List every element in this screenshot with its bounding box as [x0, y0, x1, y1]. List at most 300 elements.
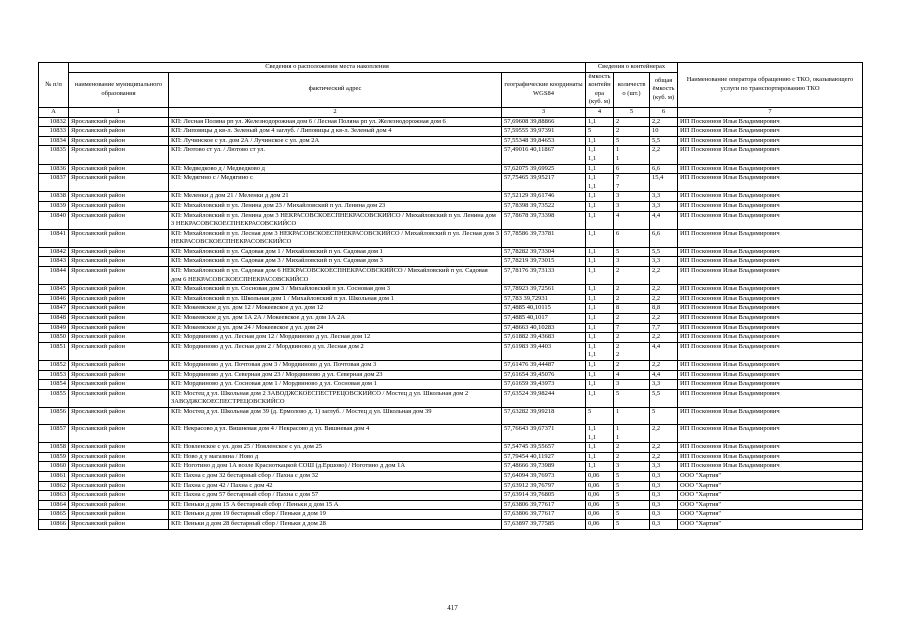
cell-num: 10840	[39, 211, 69, 229]
cell-total: 3,3	[650, 462, 678, 472]
cell-capacity-value: 0,06	[588, 519, 600, 527]
cell-quantity-value: 2	[616, 294, 620, 302]
cell-operator: ООО "Хартия"	[678, 491, 863, 501]
table-row	[39, 164, 863, 174]
cell-num: 10834	[39, 136, 69, 146]
cell-quantity	[614, 424, 650, 442]
cell-capacity	[586, 389, 614, 407]
table-row	[39, 267, 863, 285]
cell-capacity	[586, 117, 614, 127]
cell-num: 10847	[39, 304, 69, 314]
cell-num: 10836	[39, 164, 69, 174]
cell-total: 3,3	[650, 201, 678, 211]
cell-municipality: Ярославский район	[69, 471, 169, 481]
cell-operator: ИП Посконнов Илья Владимирович	[678, 333, 863, 343]
cell-coords: 57,48666 39,73989	[502, 462, 586, 472]
cell-quantity-value: 2	[616, 127, 620, 135]
header-municipality: наименование муниципального образования	[69, 72, 169, 107]
table-row	[39, 519, 863, 529]
cell-capacity-value: 1,1	[588, 361, 597, 368]
cell-operator: ИП Посконнов Илья Владимирович	[678, 304, 863, 314]
cell-total: 0,3	[650, 491, 678, 501]
cell-quantity-value: 2	[616, 452, 620, 460]
cell-operator: ИП Посконнов Илья Владимирович	[678, 257, 863, 267]
cell-num: 10857	[39, 424, 69, 442]
cell-operator: ИП Посконнов Илья Владимирович	[678, 342, 863, 360]
cell-coords: 57,62075 39,69925	[502, 164, 586, 174]
cell-municipality: Ярославский район	[69, 389, 169, 407]
header-operator: Наименование оператора обращению с ТКО, оказывающего услуги по транспортированию ТКО	[678, 63, 863, 108]
cell-num: 10842	[39, 247, 69, 257]
table-row	[39, 389, 863, 407]
cell-capacity-value: 1,1	[588, 174, 597, 182]
cell-total: 3,3	[650, 380, 678, 390]
cell-quantity-value: 1	[616, 146, 620, 154]
cell-capacity	[586, 201, 614, 211]
cell-municipality: Ярославский район	[69, 333, 169, 343]
cell-coords: 57,61882 39,43683	[502, 333, 586, 343]
cell-address: КП: Михайловский п ул. Сосновая дом 3 / Михайловский п ул. Сосновая дом 3	[169, 285, 502, 295]
table-row	[39, 424, 863, 442]
table-row	[39, 491, 863, 501]
cell-num: 10856	[39, 407, 69, 424]
cell-operator: ИП Посконнов Илья Владимирович	[678, 229, 863, 247]
cell-total: 2,2	[650, 333, 678, 343]
cell-num: 10841	[39, 229, 69, 247]
cell-quantity	[614, 323, 650, 333]
cell-quantity	[614, 267, 650, 285]
cell-capacity-value: 0,06	[588, 471, 600, 479]
cell-coords: 57,59555 39,97391	[502, 127, 586, 137]
cell-address: КП: Новленское с ул. дом 25 / Новленское с ул. дом 25	[169, 443, 502, 453]
cell-capacity	[586, 267, 614, 285]
cell-municipality: Ярославский район	[69, 424, 169, 442]
cell-operator: ИП Посконнов Илья Владимирович	[678, 380, 863, 390]
cell-operator: ИП Посконнов Илья Владимирович	[678, 247, 863, 257]
cell-operator: ИП Посконнов Илья Владимирович	[678, 174, 863, 192]
cell-capacity-value: 1,1	[588, 342, 597, 350]
cell-operator: ООО "Хартия"	[678, 510, 863, 520]
cell-quantity-value: 8	[616, 304, 620, 312]
cell-quantity-value: 3	[616, 257, 620, 265]
table-row	[39, 247, 863, 257]
cell-quantity	[614, 361, 650, 371]
cell-quantity	[614, 314, 650, 324]
cell-capacity-value: 1,1	[588, 389, 597, 397]
cell-operator: ИП Посконнов Илья Владимирович	[678, 285, 863, 295]
cell-capacity-value: 1,1	[588, 304, 597, 312]
cell-num: 10832	[39, 117, 69, 127]
colnum: А	[39, 107, 69, 117]
cell-capacity	[586, 481, 614, 491]
cell-quantity-value: 2	[616, 351, 620, 359]
cell-total: 2,2	[650, 267, 678, 285]
cell-address: КП: Мордвиново д ул. Сосновая дом 1 / Мордвиново д ул. Сосновая дом 1	[169, 380, 502, 390]
cell-num: 10864	[39, 500, 69, 510]
cell-operator: ИП Посконнов Илья Владимирович	[678, 146, 863, 164]
cell-capacity-value: 1,1	[588, 117, 597, 125]
cell-capacity	[586, 424, 614, 442]
cell-capacity	[586, 229, 614, 247]
cell-capacity-value: 1,1	[588, 323, 597, 331]
cell-coords: 57,76643 39,67371	[502, 424, 586, 442]
cell-total: 3,3	[650, 192, 678, 202]
cell-address: КП: Пеньки д дом 15 А бестарный сбор / Пеньки д дом 15 А	[169, 500, 502, 510]
cell-coords: 57,61654 39,45076	[502, 370, 586, 380]
table-row	[39, 342, 863, 360]
cell-address: КП: Михайловский п ул. Садовая дом 1 / Михайловский п ул. Садовая дом 1	[169, 247, 502, 257]
cell-capacity	[586, 500, 614, 510]
cell-address: КП: Михайловский п ул. Ленина дом 23 / Михайловский п ул. Ленина дом 23	[169, 201, 502, 211]
cell-municipality: Ярославский район	[69, 304, 169, 314]
cell-coords: 57,4885 40,10115	[502, 304, 586, 314]
table-row	[39, 304, 863, 314]
cell-capacity-value: 1,1	[588, 380, 597, 388]
cell-capacity-value: 5	[588, 127, 592, 135]
table-row	[39, 361, 863, 371]
cell-num: 10866	[39, 519, 69, 529]
cell-municipality: Ярославский район	[69, 481, 169, 491]
cell-total: 2,2	[650, 443, 678, 453]
cell-num: 10852	[39, 361, 69, 371]
cell-quantity	[614, 452, 650, 462]
cell-quantity-value: 5	[616, 136, 620, 144]
cell-total: 8,8	[650, 304, 678, 314]
cell-municipality: Ярославский район	[69, 285, 169, 295]
cell-capacity	[586, 519, 614, 529]
cell-num: 10846	[39, 294, 69, 304]
cell-municipality: Ярославский район	[69, 342, 169, 360]
cell-capacity-value: 1,1	[588, 433, 597, 441]
header-address: фактический адрес	[169, 72, 502, 107]
cell-coords: 57,63897 39,77585	[502, 519, 586, 529]
cell-capacity	[586, 380, 614, 390]
cell-operator: ИП Посконнов Илья Владимирович	[678, 192, 863, 202]
cell-address: КП: Медведково д / Медведково д	[169, 164, 502, 174]
cell-operator: ИП Посконнов Илья Владимирович	[678, 424, 863, 442]
cell-address: КП: Михайловский п ул. Ленина дом 3 НЕКРАСОВСКОЕСПНЕКРАСОВСКИЙСО / Михайловский п ул. Ленина дом 3 НЕКРАСОВСКОЕСПНЕКРАСОВСКИЙСО	[169, 211, 502, 229]
cell-operator: ИП Посконнов Илья Владимирович	[678, 407, 863, 424]
cell-num: 10837	[39, 174, 69, 192]
cell-quantity	[614, 201, 650, 211]
cell-quantity	[614, 304, 650, 314]
cell-num: 10851	[39, 342, 69, 360]
cell-capacity-value: 1,1	[588, 351, 597, 359]
cell-operator: ИП Посконнов Илья Владимирович	[678, 117, 863, 127]
cell-quantity-value: 5	[616, 491, 620, 499]
table-row	[39, 192, 863, 202]
cell-address: КП: Липовицы д кв-л. Зеленый дом 4 заглуб. / Липовицы д кв-л. Зеленый дом 4	[169, 127, 502, 137]
cell-quantity-value: 3	[616, 201, 620, 209]
cell-capacity-value: 1,1	[588, 294, 597, 302]
registry-sheet	[38, 62, 863, 530]
cell-total: 2,2	[650, 146, 678, 164]
cell-address: КП: Михайловский п ул. Лесная дом 3 НЕКРАСОВСКОЕСПНЕКРАСОВСКИЙСО / Михайловский п ул. Лесная дом 3 НЕКРАСОВСКОЕСПНЕКРАСОВСКИЙСО	[169, 229, 502, 247]
cell-coords: 57,78923 39,72561	[502, 285, 586, 295]
table-row	[39, 285, 863, 295]
cell-municipality: Ярославский район	[69, 500, 169, 510]
cell-municipality: Ярославский район	[69, 462, 169, 472]
cell-quantity-value: 1	[616, 424, 620, 432]
cell-quantity-value: 3	[616, 192, 620, 200]
cell-quantity-value: 2	[616, 342, 620, 350]
cell-capacity	[586, 491, 614, 501]
cell-capacity-value: 1,1	[588, 136, 597, 144]
cell-municipality: Ярославский район	[69, 491, 169, 501]
cell-capacity	[586, 443, 614, 453]
cell-capacity-value: 5	[588, 407, 592, 415]
cell-quantity	[614, 285, 650, 295]
cell-operator: ИП Посконнов Илья Владимирович	[678, 314, 863, 324]
cell-quantity	[614, 380, 650, 390]
cell-operator: ИП Посконнов Илья Владимирович	[678, 443, 863, 453]
cell-coords: 57,63524 39,98244	[502, 389, 586, 407]
cell-quantity-value: 6	[616, 229, 620, 237]
cell-capacity	[586, 146, 614, 164]
cell-quantity	[614, 229, 650, 247]
cell-capacity	[586, 452, 614, 462]
cell-address: КП: Пеньки д дом 19 бестарный сбор / Пеньки д дом 19	[169, 510, 502, 520]
cell-capacity-value: 1,1	[588, 424, 597, 432]
cell-capacity	[586, 247, 614, 257]
cell-address: КП: Пеньки д дом 28 бестарный сбор / Пеньки д дом 28	[169, 519, 502, 529]
table-row	[39, 407, 863, 424]
header-num: № п/п	[39, 63, 69, 108]
cell-coords: 57,63806 39,77617	[502, 500, 586, 510]
cell-operator: ИП Посконнов Илья Владимирович	[678, 389, 863, 407]
cell-capacity	[586, 342, 614, 360]
cell-total: 0,3	[650, 471, 678, 481]
colnum: 3	[502, 107, 586, 117]
cell-capacity-value: 1,1	[588, 182, 597, 190]
cell-total: 2,2	[650, 294, 678, 304]
cell-municipality: Ярославский район	[69, 127, 169, 137]
cell-operator: ООО "Хартия"	[678, 500, 863, 510]
table-row	[39, 333, 863, 343]
table-row	[39, 510, 863, 520]
colnum: 7	[678, 107, 863, 117]
cell-capacity-value: 1,1	[588, 370, 597, 378]
cell-total: 0,3	[650, 510, 678, 520]
cell-total: 2,2	[650, 285, 678, 295]
waste-sites-table	[38, 62, 863, 530]
cell-municipality: Ярославский район	[69, 380, 169, 390]
table-row	[39, 117, 863, 127]
table-row	[39, 481, 863, 491]
table-row	[39, 370, 863, 380]
cell-quantity	[614, 462, 650, 472]
cell-operator: ИП Посконнов Илья Владимирович	[678, 462, 863, 472]
cell-capacity	[586, 192, 614, 202]
cell-municipality: Ярославский район	[69, 136, 169, 146]
cell-capacity-value: 1,1	[588, 267, 597, 275]
cell-num: 10853	[39, 370, 69, 380]
cell-address: КП: Мокеевское д ул. дом 24 / Мокеевское д ул. дом 24	[169, 323, 502, 333]
cell-num: 10838	[39, 192, 69, 202]
cell-coords: 57,61476 39,44487	[502, 361, 586, 371]
header-total: общая ёмкость (куб. м)	[650, 72, 678, 107]
cell-total: 5	[650, 407, 678, 424]
cell-municipality: Ярославский район	[69, 174, 169, 192]
cell-municipality: Ярославский район	[69, 164, 169, 174]
cell-address: КП: Некрасово д ул. Вишневая дом 4 / Некрасово д ул. Вишневая дом 4	[169, 424, 502, 442]
cell-total: 0,3	[650, 481, 678, 491]
cell-total: 3,3	[650, 257, 678, 267]
cell-operator: ИП Посконнов Илья Владимирович	[678, 164, 863, 174]
cell-capacity	[586, 407, 614, 424]
cell-municipality: Ярославский район	[69, 247, 169, 257]
colnum: 4	[586, 107, 614, 117]
cell-total: 2,2	[650, 361, 678, 371]
cell-operator: ИП Посконнов Илья Владимирович	[678, 452, 863, 462]
cell-num: 10861	[39, 471, 69, 481]
cell-municipality: Ярославский район	[69, 146, 169, 164]
cell-num: 10858	[39, 443, 69, 453]
header-containers-group: Сведения о контейнерах	[586, 63, 678, 73]
table-row	[39, 146, 863, 164]
cell-capacity	[586, 127, 614, 137]
cell-address: КП: Михайловский п ул. Садовая дом 3 / Михайловский п ул. Садовая дом 3	[169, 257, 502, 267]
cell-address: КП: Мостец д ул. Школьная дом 39 (д. Ермолово д. 1) заглуб. / Мостец д ул. Школьная дом 39	[169, 407, 502, 424]
table-row	[39, 127, 863, 137]
cell-municipality: Ярославский район	[69, 257, 169, 267]
colnum: 6	[650, 107, 678, 117]
cell-num: 10850	[39, 333, 69, 343]
cell-coords: 57,69608 39,88866	[502, 117, 586, 127]
cell-quantity	[614, 192, 650, 202]
cell-num: 10854	[39, 380, 69, 390]
cell-quantity-value: 5	[616, 481, 620, 489]
cell-capacity-value: 1,1	[588, 333, 597, 341]
header-row-1	[39, 63, 863, 73]
cell-capacity-value: 0,06	[588, 510, 600, 518]
cell-quantity	[614, 127, 650, 137]
cell-capacity	[586, 361, 614, 371]
cell-quantity	[614, 136, 650, 146]
cell-capacity-value: 0,06	[588, 500, 600, 508]
cell-capacity-value: 1,1	[588, 247, 597, 255]
cell-capacity-value: 0,06	[588, 481, 600, 489]
cell-capacity	[586, 285, 614, 295]
table-row	[39, 500, 863, 510]
cell-total: 4,4	[650, 211, 678, 229]
cell-address: КП: Меленки д дом 21 / Меленки д дом 21	[169, 192, 502, 202]
cell-quantity-value: 1	[616, 154, 620, 162]
cell-total: 0,3	[650, 500, 678, 510]
cell-quantity	[614, 407, 650, 424]
cell-num: 10865	[39, 510, 69, 520]
cell-quantity-value: 1	[616, 407, 620, 415]
cell-operator: ИП Посконнов Илья Владимирович	[678, 127, 863, 137]
cell-address: КП: Лучинское с ул. дом 2А / Лучинское с ул. дом 2А	[169, 136, 502, 146]
cell-capacity-value: 1,1	[588, 164, 597, 172]
cell-coords: 57,52129 39,61746	[502, 192, 586, 202]
table-row	[39, 314, 863, 324]
cell-total: 7,7	[650, 323, 678, 333]
table-row	[39, 257, 863, 267]
cell-municipality: Ярославский район	[69, 510, 169, 520]
table-row	[39, 229, 863, 247]
cell-total: 0,3	[650, 519, 678, 529]
cell-quantity-value: 5	[616, 471, 620, 479]
cell-total: 6,6	[650, 164, 678, 174]
cell-total: 4,4	[650, 370, 678, 380]
cell-operator: ИП Посконнов Илья Владимирович	[678, 211, 863, 229]
cell-coords: 57,61659 39,43973	[502, 380, 586, 390]
cell-total: 2,2	[650, 452, 678, 462]
cell-capacity	[586, 471, 614, 481]
cell-operator: ООО "Хартия"	[678, 481, 863, 491]
cell-quantity-value: 4	[616, 370, 620, 378]
header-location-group: Сведения о расположении места накопления	[69, 63, 586, 73]
cell-quantity	[614, 510, 650, 520]
cell-quantity-value: 6	[616, 164, 620, 172]
cell-num: 10849	[39, 323, 69, 333]
table-row	[39, 136, 863, 146]
colnum: 5	[614, 107, 650, 117]
cell-municipality: Ярославский район	[69, 407, 169, 424]
header-quantity: количество (шт.)	[614, 72, 650, 107]
cell-capacity-value: 1,1	[588, 201, 597, 209]
cell-num: 10839	[39, 201, 69, 211]
cell-coords: 57,63806 39,77617	[502, 510, 586, 520]
cell-quantity	[614, 443, 650, 453]
cell-total: 5,5	[650, 389, 678, 407]
cell-address: КП: Мордвиново д ул. Лесная дом 2 / Мордвиново д ул. Лесная дом 2	[169, 342, 502, 360]
cell-municipality: Ярославский район	[69, 452, 169, 462]
cell-municipality: Ярославский район	[69, 229, 169, 247]
table-row	[39, 471, 863, 481]
table-row	[39, 462, 863, 472]
cell-capacity-value: 1,1	[588, 462, 597, 470]
cell-operator: ИП Посконнов Илья Владимирович	[678, 294, 863, 304]
cell-quantity-value: 3	[616, 462, 620, 470]
cell-capacity	[586, 136, 614, 146]
cell-coords: 57,78176 39,73133	[502, 267, 586, 285]
cell-address: КП: Ново д у магазина / Ново д	[169, 452, 502, 462]
cell-num: 10845	[39, 285, 69, 295]
cell-num: 10835	[39, 146, 69, 164]
table-row	[39, 201, 863, 211]
cell-num: 10844	[39, 267, 69, 285]
cell-capacity	[586, 314, 614, 324]
cell-coords: 57,4885 40,1017	[502, 314, 586, 324]
cell-coords: 57,78586 39,73781	[502, 229, 586, 247]
cell-municipality: Ярославский район	[69, 192, 169, 202]
cell-num: 10833	[39, 127, 69, 137]
cell-num: 10860	[39, 462, 69, 472]
cell-quantity	[614, 211, 650, 229]
cell-quantity	[614, 257, 650, 267]
cell-quantity-value: 7	[616, 174, 620, 182]
cell-quantity	[614, 294, 650, 304]
cell-quantity-value: 7	[616, 323, 620, 331]
column-number-row	[39, 107, 863, 117]
header-coords: географические координаты WGS84	[502, 72, 586, 107]
cell-capacity	[586, 294, 614, 304]
cell-total: 2,2	[650, 117, 678, 127]
colnum: 1	[69, 107, 169, 117]
cell-quantity	[614, 247, 650, 257]
cell-capacity-value: 1,1	[588, 285, 597, 293]
cell-quantity-value: 5	[616, 510, 620, 518]
cell-total: 15,4	[650, 174, 678, 192]
cell-quantity-value: 2	[616, 285, 620, 293]
cell-quantity	[614, 164, 650, 174]
cell-quantity-value: 2	[616, 267, 620, 275]
cell-capacity-value: 1,1	[588, 257, 597, 265]
cell-num: 10859	[39, 452, 69, 462]
